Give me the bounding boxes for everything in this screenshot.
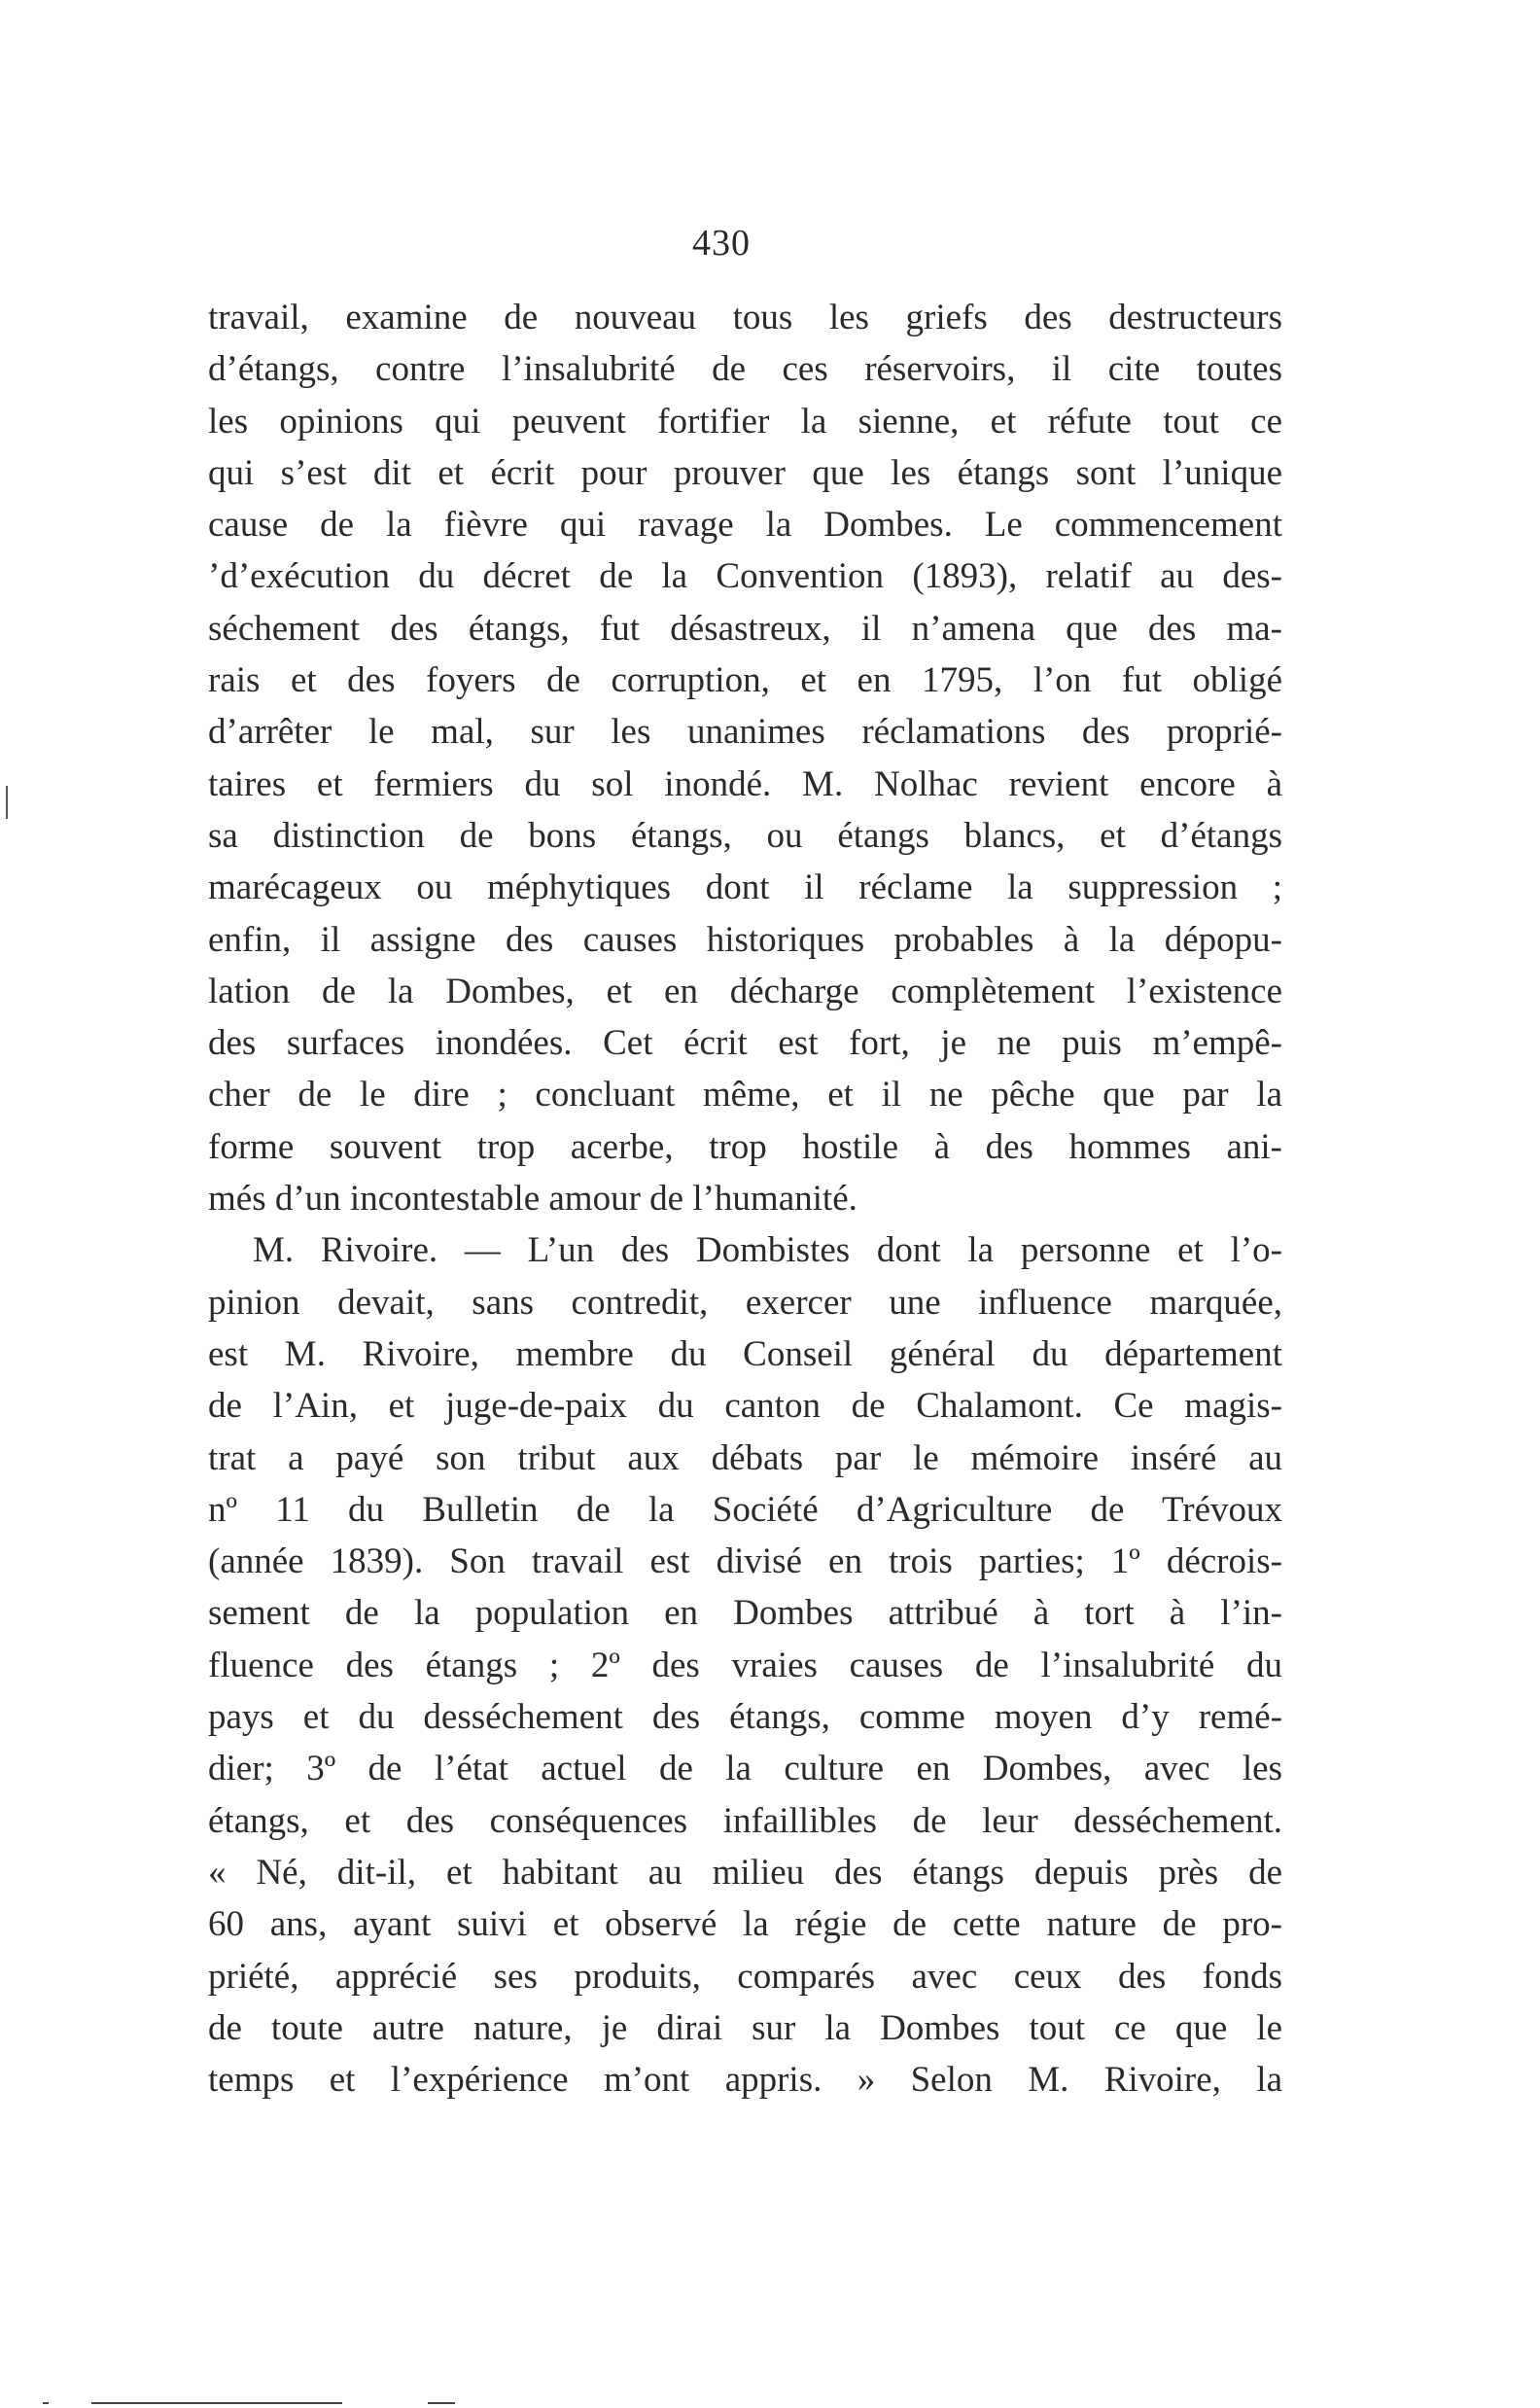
paragraph-start-line: M. Rivoire. — L’un des Dombistes dont la personne et l’o- [253,1230,1282,1271]
text-line: sa distinction de bons étangs, ou étangs blancs, et d’étangs [208,815,1282,856]
text-line: cause de la fièvre qui ravage la Dombes. Le commencement [208,505,1282,546]
text-line: nº 11 du Bulletin de la Société d’Agriculture de Trévoux [208,1489,1282,1530]
text-line: enfin, il assigne des causes historiques probables à la dépopu- [208,919,1282,960]
text-line: d’étangs, contre l’insalubrité de ces réservoirs, il cite toutes [208,349,1282,390]
text-line: qui s’est dit et écrit pour prouver que les étangs sont l’unique [208,452,1282,493]
text-line: étangs, et des conséquences infaillibles de leur desséchement. [208,1800,1282,1841]
paragraph-end-line: més d’un incontestable amour de l’humanité. [208,1179,858,1220]
text-line: forme souvent trop acerbe, trop hostile à des hommes ani- [208,1126,1282,1167]
text-line: priété, apprécié ses produits, comparés avec ceux des fonds [208,1956,1282,1997]
text-line: des surfaces inondées. Cet écrit est fort, je ne puis m’empê- [208,1023,1282,1064]
text-line: les opinions qui peuvent fortifier la sienne, et réfute tout ce [208,401,1282,442]
text-line: fluence des étangs ; 2º des vraies causes de l’insalubrité du [208,1645,1282,1685]
text-line: de toute autre nature, je dirai sur la Dombes tout ce que le [208,2007,1282,2048]
text-line: lation de la Dombes, et en décharge complètement l’existence [208,971,1282,1011]
text-line: pinion devait, sans contredit, exercer une influence marquée, [208,1282,1282,1323]
text-line: pays et du desséchement des étangs, comme moyen d’y remé- [208,1697,1282,1738]
text-line: sement de la population en Dombes attribué à tort à l’in- [208,1593,1282,1634]
text-line: dier; 3º de l’état actuel de la culture en Dombes, avec les [208,1749,1282,1789]
footer-rule [91,2402,342,2404]
margin-mark [6,786,8,819]
text-line: est M. Rivoire, membre du Conseil général du département [208,1333,1282,1374]
text-line: cher de le dire ; concluant même, et il ne pêche que par la [208,1075,1282,1115]
text-line: d’arrêter le mal, sur les unanimes réclamations des proprié- [208,712,1282,753]
page-number: 430 [692,223,751,264]
text-line: rais et des foyers de corruption, et en 1795, l’on fut obligé [208,660,1282,701]
text-line: taires et fermiers du sol inondé. M. Nolhac revient encore à [208,763,1282,804]
text-line: travail, examine de nouveau tous les griefs des destructeurs [208,298,1282,337]
text-line: de l’Ain, et juge-de-paix du canton de Chalamont. Ce magis- [208,1386,1282,1427]
text-line: séchement des étangs, fut désastreux, il n’amena que des ma- [208,608,1282,649]
text-line: « Né, dit-il, et habitant au milieu des étangs depuis près de [208,1852,1282,1893]
text-line: (année 1839). Son travail est divisé en trois parties; 1º décrois- [208,1541,1282,1582]
footer-rule [43,2402,49,2404]
text-line: ’d’exécution du décret de la Convention (1893), relatif au des- [208,556,1282,597]
body-text [208,292,1282,2106]
footer-rule [428,2402,455,2404]
text-line: marécageux ou méphytiques dont il réclame la suppression ; [208,868,1282,908]
text-line: trat a payé son tribut aux débats par le mémoire inséré au [208,1437,1282,1478]
text-line: temps et l’expérience m’ont appris. » Selon M. Rivoire, la [208,2060,1282,2101]
text-line: 60 ans, ayant suivi et observé la régie de cette nature de pro- [208,1904,1282,1945]
